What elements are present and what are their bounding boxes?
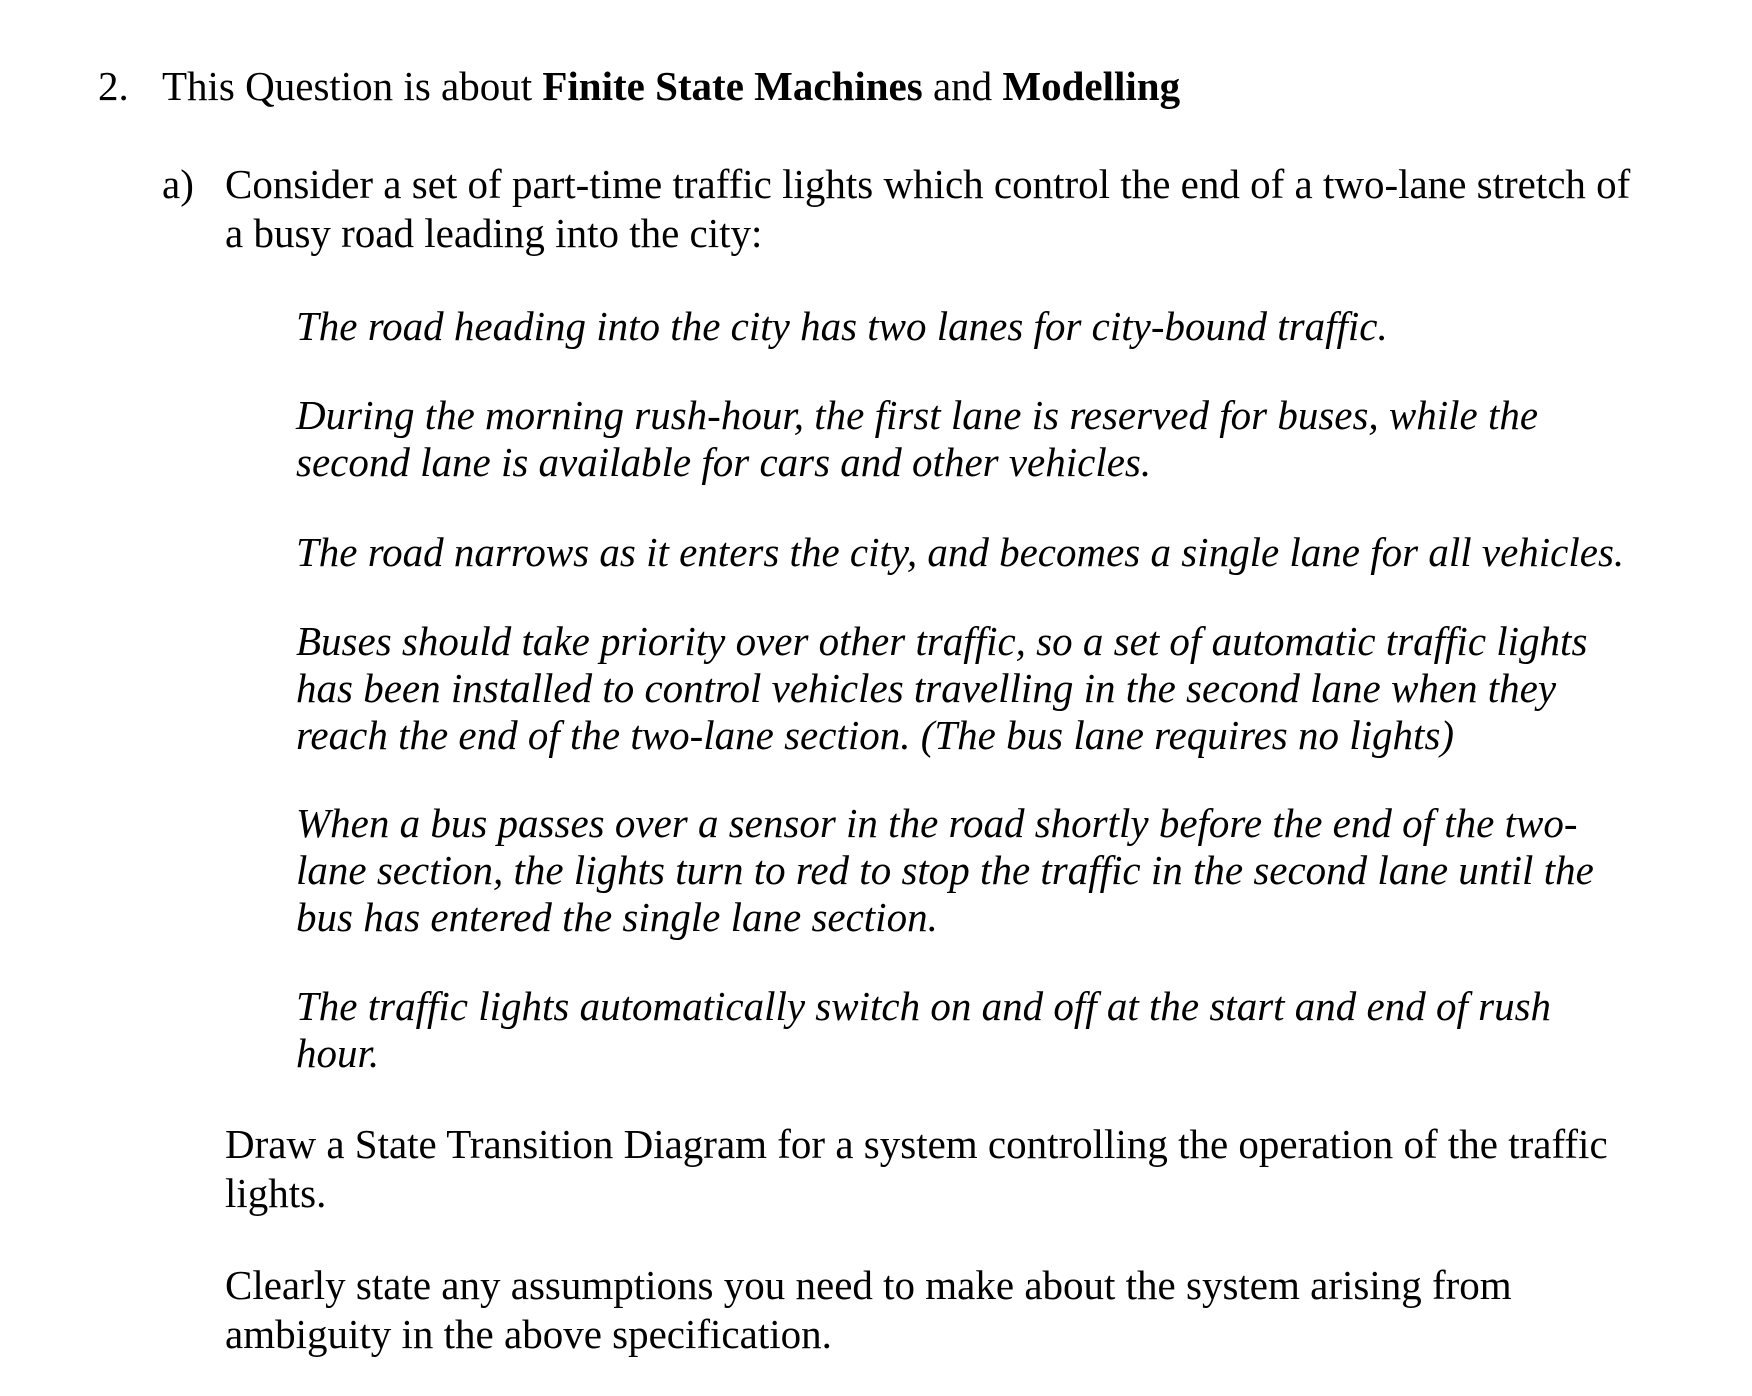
scenario-paragraph-6: The traffic lights automatically switch on and off at the start and end of rush hour.	[296, 983, 1552, 1076]
scenario-paragraph-3: The road narrows as it enters the city, and becomes a single lane for all vehicles.	[296, 529, 1625, 575]
question-intro-text: This Question is about	[162, 63, 543, 109]
assumptions-instruction: Clearly state any assumptions you need to make about the system arising from ambiguity in the above specification.	[225, 1262, 1512, 1357]
topic-finite-state-machines: Finite State Machines	[542, 63, 923, 109]
scenario-paragraph-5: When a bus passes over a sensor in the road shortly before the end of the two-lane section, the lights turn to red to stop the traffic in the second lane until the bus has entered the single lane section.	[296, 800, 1594, 940]
scenario-paragraph-2: During the morning rush-hour, the first lane is reserved for buses, while the second lane is available for cars and other vehicles.	[296, 392, 1539, 485]
part-a-intro: Consider a set of part-time traffic lights which control the end of a two-lane stretch of a busy road leading into the city:	[225, 161, 1631, 256]
scenario-paragraph-1: The road heading into the city has two lanes for city-bound traffic.	[296, 303, 1388, 349]
topic-modelling: Modelling	[1002, 63, 1181, 109]
question-number: 2.	[98, 63, 129, 109]
part-a-label: a)	[162, 161, 194, 207]
part-a	[162, 160, 1662, 258]
question-and-text: and	[922, 63, 1003, 109]
task-instruction: Draw a State Transition Diagram for a system controlling the operation of the traffic lights.	[225, 1121, 1608, 1216]
scenario-paragraph-4: Buses should take priority over other traffic, so a set of automatic traffic lights has been installed to control vehicles travelling in the second lane when they reach the end of the two-lane section. (The bus lane requires no lights)	[296, 618, 1588, 758]
question-heading	[98, 62, 1180, 110]
